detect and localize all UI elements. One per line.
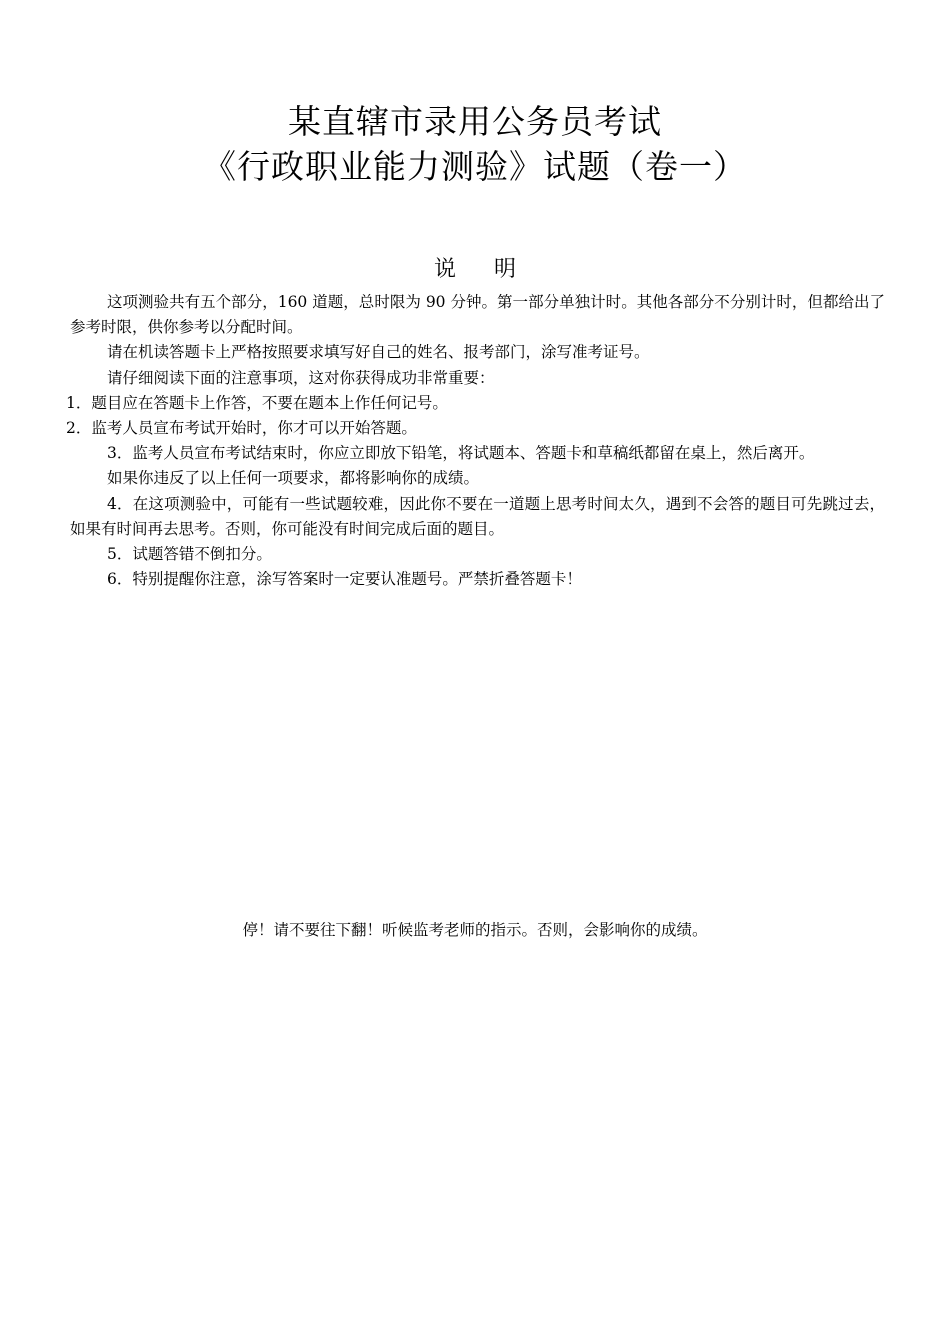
paragraph-violation-warning: 如果你违反了以上任何一项要求，都将影响你的成绩。: [107, 469, 480, 488]
section-heading: 说明: [433, 257, 554, 282]
instructions-body: [66, 290, 885, 592]
list-item-1: 1．题目应在答题卡上作答，不要在题本上作任何记号。: [66, 393, 448, 412]
paragraph-overview: 这项测验共有五个部分，160 道题，总时限为 90 分钟。第一部分单独计时。其他各部分不分别计时，但都给出了参考时限，供你参考以分配时间。: [70, 293, 885, 337]
list-item-3: 3．监考人员宣布考试结束时，你应立即放下铅笔，将试题本、答题卡和草稿纸都留在桌上，然后离开。: [107, 444, 815, 463]
list-item-6: 6．特别提醒你注意，涂写答案时一定要认准题号。严禁折叠答题卡！: [107, 570, 582, 589]
paragraph-notice-intro: 请仔细阅读下面的注意事项，这对你获得成功非常重要：: [107, 368, 495, 387]
list-item-5: 5．试题答错不倒扣分。: [107, 545, 272, 564]
paragraph-answer-card: 请在机读答题卡上严格按照要求填写好自己的姓名、报考部门，涂写准考证号。: [107, 343, 650, 362]
list-item-2: 2．监考人员宣布考试开始时，你才可以开始答题。: [66, 419, 417, 438]
document-title-line-1: 某直辖市录用公务员考试: [288, 102, 662, 141]
list-item-4: 4．在这项测验中，可能有一些试题较难，因此你不要在一道题上思考时间太久，遇到不会答的题目可先跳过去，如果有时间再去思考。否则，你可能没有时间完成后面的题目。: [70, 494, 885, 538]
stop-notice: 停！请不要往下翻！听候监考老师的指示。否则，会影响你的成绩。: [242, 921, 708, 939]
document-title-line-2: 《行政职业能力测验》试题（卷一）: [203, 147, 747, 186]
